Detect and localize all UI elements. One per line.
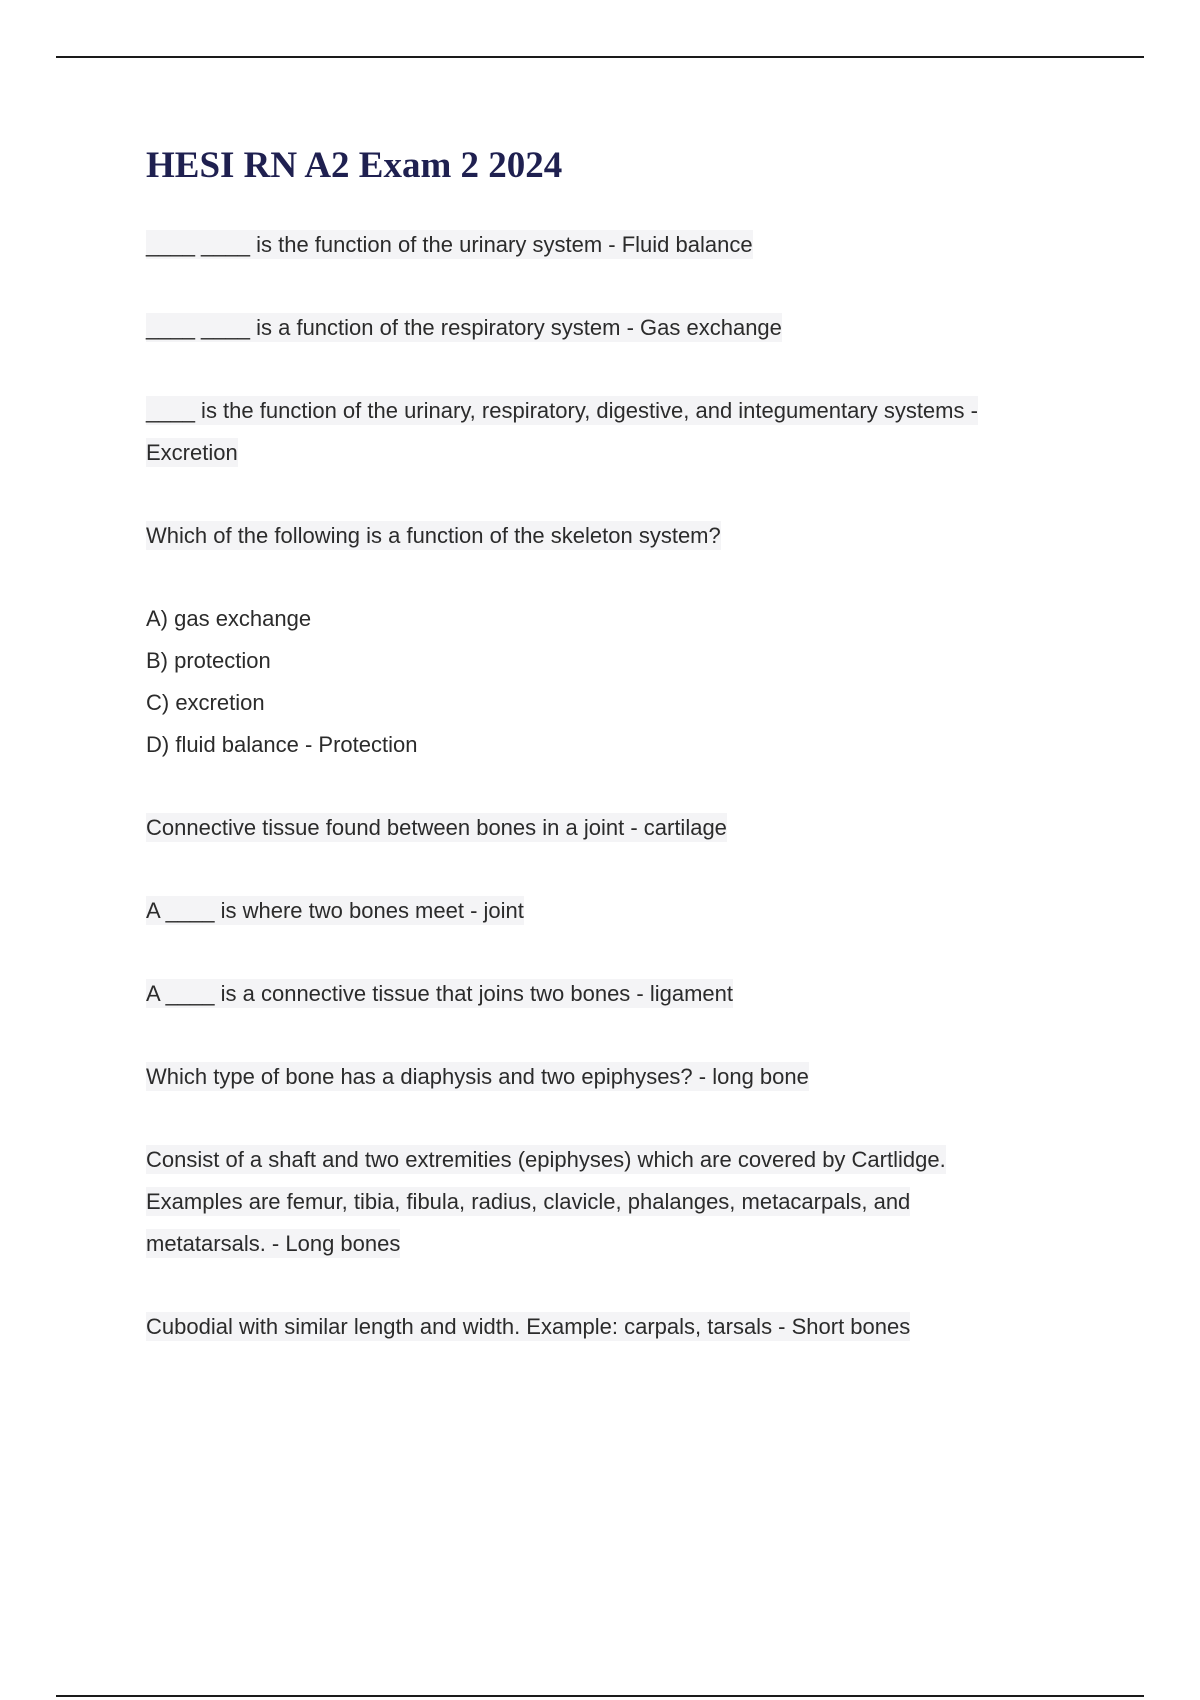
option-d: D) fluid balance - Protection	[146, 732, 418, 757]
question-item	[146, 307, 1066, 349]
question-text: Cubodial with similar length and width. Example: carpals, tarsals - Short bones	[146, 1314, 911, 1339]
question-item	[146, 1306, 1066, 1348]
question-item	[146, 807, 1066, 849]
question-text: ____ ____ is the function of the urinary system - Fluid balance	[146, 232, 753, 257]
question-item	[146, 224, 1066, 266]
question-item	[146, 890, 1066, 932]
question-text: Connective tissue found between bones in a joint - cartilage	[146, 815, 727, 840]
question-text: Excretion	[146, 440, 238, 465]
option-b: B) protection	[146, 648, 271, 673]
question-text: Examples are femur, tibia, fibula, radius, clavicle, phalanges, metacarpals, and	[146, 1189, 911, 1214]
question-item	[146, 973, 1066, 1015]
question-item	[146, 390, 1066, 474]
question-text: A ____ is where two bones meet - joint	[146, 898, 524, 923]
option-c: C) excretion	[146, 690, 265, 715]
footer-rule	[56, 1695, 1144, 1697]
question-text: ____ ____ is a function of the respiratory system - Gas exchange	[146, 315, 782, 340]
question-text: Which of the following is a function of the skeleton system?	[146, 523, 721, 548]
question-item	[146, 1139, 1066, 1265]
question-text: A ____ is a connective tissue that joins two bones - ligament	[146, 981, 734, 1006]
document-body	[146, 224, 1066, 1389]
question-item	[146, 1056, 1066, 1098]
question-text: metatarsals. - Long bones	[146, 1231, 401, 1256]
question-text: ____ is the function of the urinary, respiratory, digestive, and integumentary systems -	[146, 398, 978, 423]
question-text: Which type of bone has a diaphysis and two epiphyses? - long bone	[146, 1064, 809, 1089]
question-item	[146, 515, 1066, 557]
option-a: A) gas exchange	[146, 606, 312, 631]
header-rule	[56, 56, 1144, 58]
document-title: HESI RN A2 Exam 2 2024	[146, 145, 563, 186]
answer-options	[146, 598, 1066, 766]
question-text: Consist of a shaft and two extremities (epiphyses) which are covered by Cartlidge.	[146, 1147, 946, 1172]
